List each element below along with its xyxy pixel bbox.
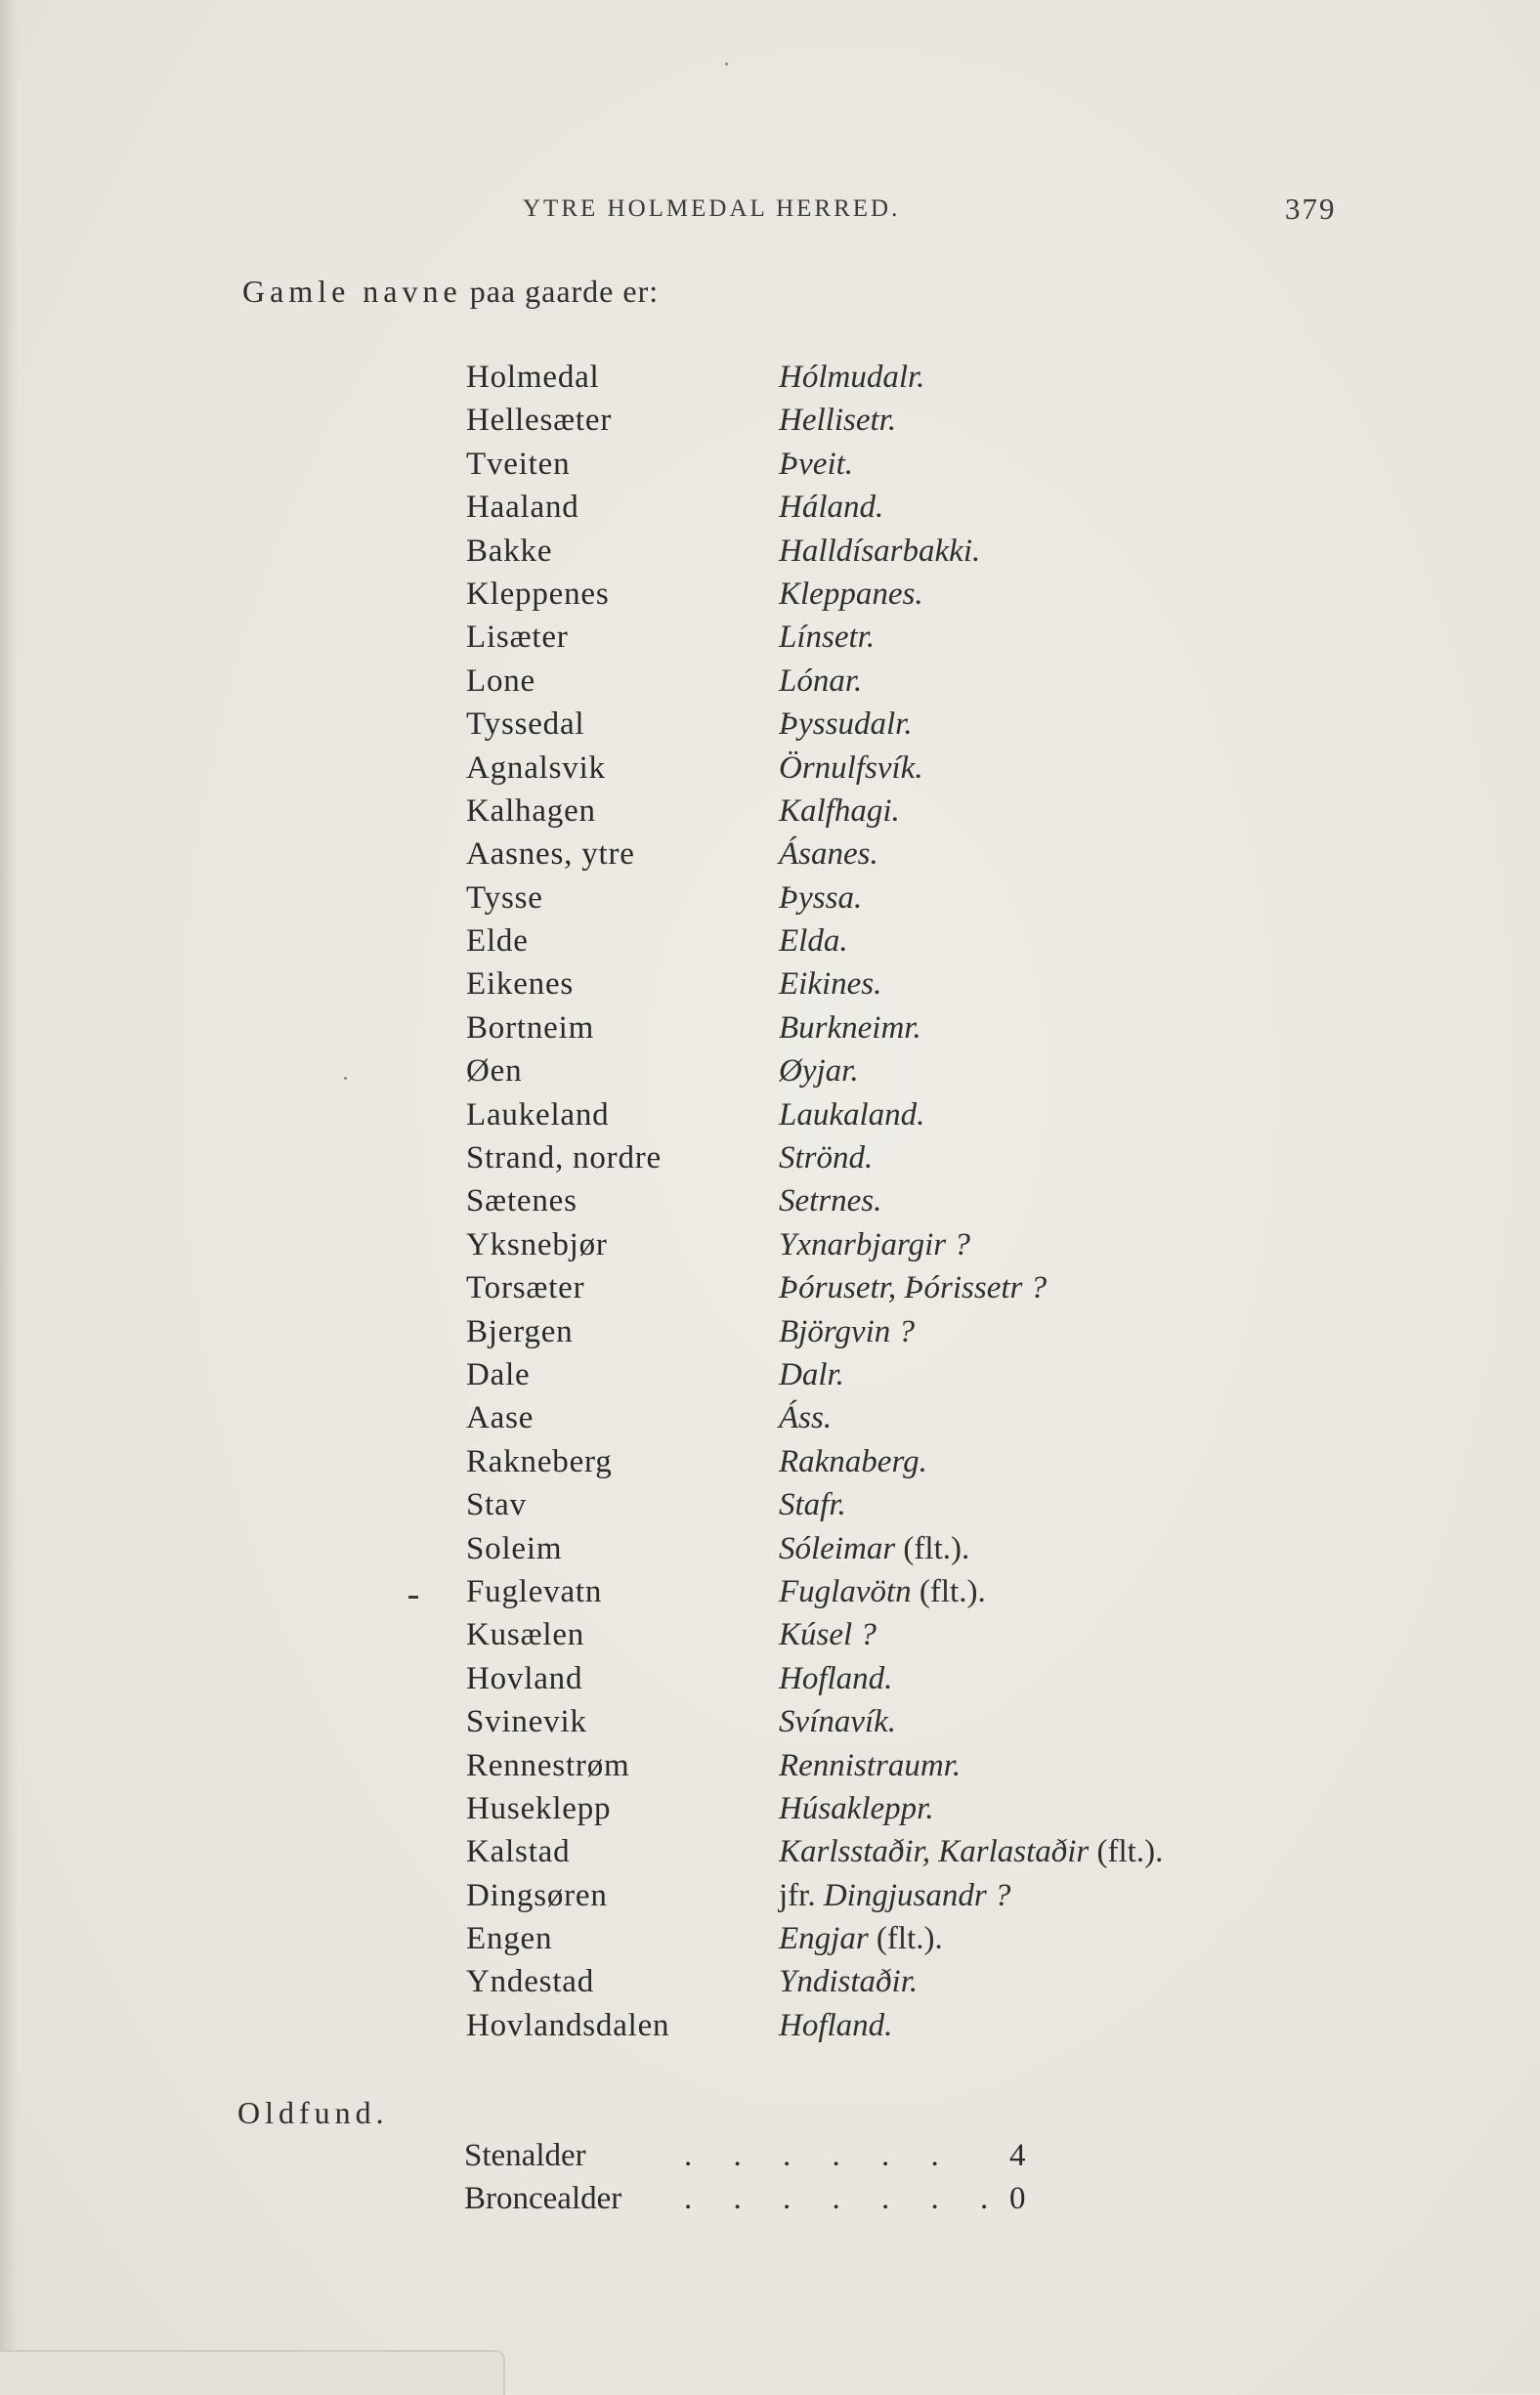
old-name-text: Raknaberg. — [779, 1443, 927, 1479]
finds-leader-dots: . . . . . . . — [684, 2181, 1005, 2216]
reference-prefix: jfr. — [779, 1877, 824, 1913]
farm-name-row — [0, 1314, 1540, 1357]
old-name-text: Stafr. — [779, 1487, 846, 1523]
old-norse-name — [779, 1704, 896, 1740]
farm-name-row — [0, 1748, 1540, 1791]
farm-name-row — [0, 750, 1540, 793]
old-name-text: Svínavík. — [779, 1704, 897, 1740]
margin-dash-mark — [408, 1596, 418, 1599]
old-name-text: Hellisetr. — [779, 403, 897, 439]
finds-row-stenalder — [0, 2138, 1540, 2181]
finds-label: Stenalder — [464, 2138, 586, 2173]
old-name-text: Þórusetr, Þórissetr ? — [779, 1270, 1048, 1306]
old-name-text: Örnulfsvík. — [779, 749, 923, 786]
finds-label: Broncealder — [464, 2181, 622, 2216]
farm-name-row — [0, 447, 1540, 490]
old-name-text: Hólmudalr. — [779, 360, 925, 395]
farm-name-row — [0, 490, 1540, 533]
modern-farm-name: Dale — [466, 1356, 531, 1392]
old-norse-name — [779, 1183, 881, 1219]
old-norse-name — [779, 1400, 832, 1436]
old-name-text: Dalr. — [779, 1356, 844, 1392]
old-name-text: Kalfhagi. — [779, 792, 900, 829]
modern-farm-name: Lone — [466, 663, 536, 699]
old-name-text: Yxnarbjargir ? — [779, 1226, 970, 1262]
old-name-text: Þveit. — [779, 446, 854, 482]
old-norse-name — [779, 1140, 873, 1176]
modern-farm-name: Kalhagen — [466, 792, 596, 829]
farm-name-row — [0, 880, 1540, 923]
modern-farm-name: Lisæter — [466, 620, 569, 656]
farm-name-row — [0, 1704, 1540, 1747]
modern-farm-name: Kleppenes — [466, 576, 610, 612]
old-name-text: Halldísarbakki. — [779, 533, 981, 569]
old-norse-name — [779, 663, 862, 700]
old-name-text: Laukaland. — [779, 1096, 925, 1133]
farm-names-list — [0, 360, 1540, 2051]
page-edge-tab — [0, 2350, 505, 2395]
modern-farm-name: Hovlandsdalen — [466, 2007, 670, 2043]
plural-note: (flt.). — [1089, 1834, 1164, 1870]
old-norse-name — [779, 923, 848, 960]
old-norse-name — [779, 360, 924, 396]
paper-speck — [725, 63, 728, 65]
finds-leader-dots: . . . . . . — [684, 2138, 956, 2173]
old-name-text: Yndistaðir. — [779, 1964, 919, 2000]
farm-name-row — [0, 1617, 1540, 1660]
old-name-text: Ásanes. — [779, 836, 878, 873]
modern-farm-name: Hovland — [466, 1660, 583, 1696]
old-name-text: Hofland. — [779, 2007, 893, 2043]
old-norse-name — [779, 2008, 892, 2044]
farm-name-row — [0, 1574, 1540, 1617]
farm-name-row — [0, 1964, 1540, 2007]
old-norse-name — [779, 620, 875, 656]
modern-farm-name: Kalstad — [466, 1834, 571, 1870]
old-norse-name — [779, 793, 900, 830]
old-norse-name — [779, 1357, 844, 1393]
modern-farm-name: Engen — [466, 1921, 553, 1957]
old-norse-name — [779, 403, 896, 439]
old-name-text: Elda. — [779, 923, 848, 960]
farm-name-row — [0, 1444, 1540, 1487]
farm-name-row — [0, 2008, 1540, 2051]
old-norse-name — [779, 1097, 924, 1133]
farm-name-row — [0, 1531, 1540, 1574]
old-norse-name — [779, 750, 923, 787]
finds-count: 0 — [1009, 2181, 1026, 2216]
old-norse-name — [779, 1574, 986, 1610]
old-name-text: Lónar. — [779, 663, 863, 699]
modern-farm-name: Eikenes — [466, 966, 575, 1003]
modern-farm-name: Yksnebjør — [466, 1226, 608, 1262]
plural-note: (flt.). — [868, 1921, 943, 1957]
farm-name-row — [0, 966, 1540, 1009]
old-norse-name — [779, 577, 923, 613]
farm-name-row — [0, 836, 1540, 879]
old-norse-name — [779, 447, 853, 483]
finds-heading: Oldfund. — [237, 2095, 389, 2130]
farm-name-row — [0, 1270, 1540, 1313]
running-title: YTRE HOLMEDAL HERRED. — [523, 195, 901, 222]
modern-farm-name: Fuglevatn — [466, 1573, 603, 1609]
modern-farm-name: Elde — [466, 923, 529, 960]
old-name-text: Þyssa. — [779, 879, 863, 916]
modern-farm-name: Tysse — [466, 879, 543, 916]
modern-farm-name: Hellesæter — [466, 403, 613, 439]
page-number: 379 — [1285, 192, 1337, 226]
farm-name-row — [0, 923, 1540, 966]
old-norse-name — [779, 1010, 921, 1047]
old-name-text: Engjar — [779, 1921, 869, 1957]
old-norse-name — [779, 1964, 918, 2000]
old-norse-name — [779, 836, 878, 873]
modern-farm-name: Rennestrøm — [466, 1747, 630, 1783]
names-heading — [242, 274, 659, 310]
farm-name-row — [0, 1878, 1540, 1921]
modern-farm-name: Torsæter — [466, 1270, 585, 1306]
modern-farm-name: Agnalsvik — [466, 749, 606, 786]
farm-name-row — [0, 1921, 1540, 1964]
old-name-text: Kleppanes. — [779, 576, 923, 612]
farm-name-row — [0, 1140, 1540, 1183]
modern-farm-name: Huseklepp — [466, 1790, 612, 1826]
old-norse-name — [779, 1227, 970, 1263]
modern-farm-name: Tyssedal — [466, 706, 585, 743]
old-name-text: Kúsel ? — [779, 1617, 877, 1653]
modern-farm-name: Holmedal — [466, 360, 600, 395]
old-norse-name — [779, 1053, 859, 1090]
old-name-text: Háland. — [779, 490, 884, 526]
old-norse-name — [779, 1617, 877, 1653]
modern-farm-name: Dingsøren — [466, 1877, 608, 1913]
old-name-text: Øyjar. — [779, 1053, 859, 1090]
plural-note: (flt.). — [895, 1530, 970, 1566]
farm-name-row — [0, 663, 1540, 706]
old-norse-name — [779, 1444, 927, 1480]
old-name-text: Húsakleppr. — [779, 1790, 934, 1826]
farm-name-row — [0, 1791, 1540, 1834]
modern-farm-name: Haaland — [466, 490, 579, 526]
names-heading-spaced: Gamle navne — [242, 274, 462, 309]
modern-farm-name: Øen — [466, 1053, 523, 1090]
old-name-text: Þyssudalr. — [779, 706, 913, 743]
farm-name-row — [0, 577, 1540, 620]
paper-speck — [344, 1077, 347, 1080]
modern-farm-name: Sætenes — [466, 1183, 578, 1219]
modern-farm-name: Aasnes, ytre — [466, 836, 635, 873]
old-norse-name — [779, 1314, 915, 1350]
old-norse-name — [779, 966, 881, 1003]
old-name-text: Sóleimar — [779, 1530, 896, 1566]
farm-name-row — [0, 1487, 1540, 1530]
old-norse-name — [779, 1487, 846, 1523]
modern-farm-name: Svinevik — [466, 1704, 587, 1740]
farm-name-row — [0, 534, 1540, 577]
old-norse-name — [779, 880, 862, 917]
farm-name-row — [0, 1661, 1540, 1704]
farm-name-row — [0, 1053, 1540, 1096]
modern-farm-name: Stav — [466, 1487, 527, 1523]
old-name-text: Strönd. — [779, 1140, 874, 1176]
old-norse-name — [779, 1834, 1163, 1870]
modern-farm-name: Tveiten — [466, 446, 571, 482]
farm-name-row — [0, 1183, 1540, 1226]
old-name-text: Dingjusandr ? — [823, 1877, 1011, 1913]
farm-name-row — [0, 1834, 1540, 1877]
modern-farm-name: Kusælen — [466, 1617, 585, 1653]
old-name-text: Eikines. — [779, 966, 882, 1003]
old-name-text: Áss. — [779, 1400, 833, 1436]
old-name-text: Línsetr. — [779, 620, 876, 656]
modern-farm-name: Soleim — [466, 1530, 563, 1566]
farm-name-row — [0, 1097, 1540, 1140]
farm-name-row — [0, 403, 1540, 446]
old-name-text: Setrnes. — [779, 1183, 882, 1219]
plural-note: (flt.). — [911, 1573, 986, 1609]
modern-farm-name: Rakneberg — [466, 1443, 613, 1479]
modern-farm-name: Bortneim — [466, 1009, 595, 1046]
farm-name-row — [0, 620, 1540, 663]
old-norse-name — [779, 1878, 1010, 1914]
old-norse-name — [779, 490, 883, 526]
farm-name-row — [0, 1400, 1540, 1443]
old-norse-name — [779, 706, 913, 743]
old-name-text: Burkneimr. — [779, 1009, 921, 1046]
old-name-text: Hofland. — [779, 1660, 893, 1696]
old-name-text: Fuglavötn — [779, 1573, 912, 1609]
farm-name-row — [0, 793, 1540, 836]
modern-farm-name: Yndestad — [466, 1964, 595, 2000]
farm-name-row — [0, 1357, 1540, 1400]
old-norse-name — [779, 1791, 934, 1827]
old-norse-name — [779, 1748, 961, 1784]
old-norse-name — [779, 1921, 943, 1957]
running-head — [0, 192, 1540, 235]
modern-farm-name: Bjergen — [466, 1313, 574, 1349]
old-norse-name — [779, 534, 980, 570]
farm-name-row — [0, 360, 1540, 403]
modern-farm-name: Bakke — [466, 533, 553, 569]
farm-name-row — [0, 1010, 1540, 1053]
modern-farm-name: Laukeland — [466, 1096, 610, 1133]
farm-name-row — [0, 706, 1540, 749]
names-heading-rest: paa gaarde er: — [469, 274, 660, 309]
modern-farm-name: Aase — [466, 1400, 535, 1436]
modern-farm-name: Strand, nordre — [466, 1140, 662, 1176]
old-norse-name — [779, 1661, 892, 1697]
old-norse-name — [779, 1270, 1047, 1306]
farm-name-row — [0, 1227, 1540, 1270]
finds-row-broncealder — [0, 2181, 1540, 2224]
old-norse-name — [779, 1531, 969, 1567]
finds-count: 4 — [1009, 2138, 1026, 2173]
old-name-text: Rennistraumr. — [779, 1747, 962, 1783]
old-name-text: Karlsstaðir, Karlastaðir — [779, 1834, 1090, 1870]
old-name-text: Björgvin ? — [779, 1313, 916, 1349]
